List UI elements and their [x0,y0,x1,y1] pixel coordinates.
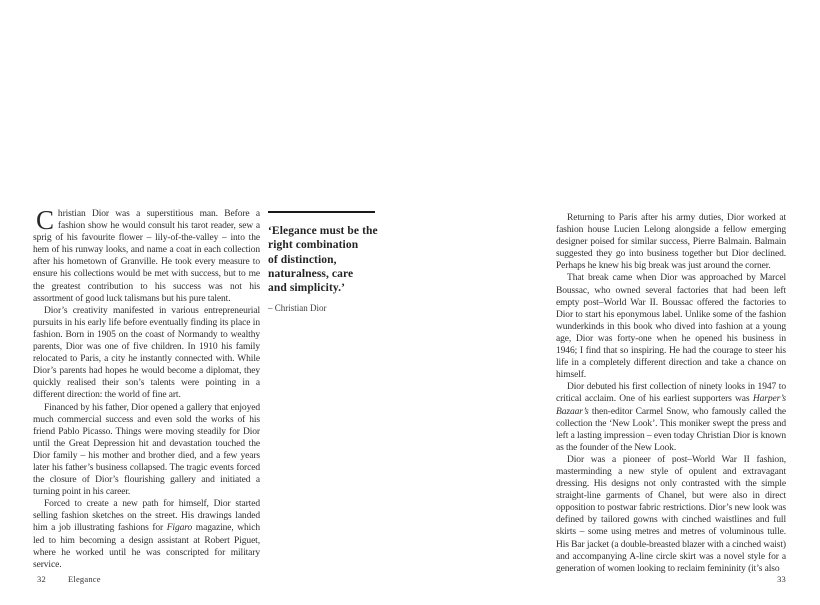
chapter-title: Elegance [68,574,101,584]
pull-quote-line: and simplicity.’ [268,282,346,295]
paragraph [33,305,260,402]
page-number-right: 33 [777,574,786,584]
pull-quote-lines [268,224,380,295]
pull-quote-line: naturalness, care [268,267,354,280]
paragraph [556,212,786,272]
pull-quote [268,211,380,314]
italic-text: Figaro [166,523,193,534]
paragraph [33,205,260,305]
body-text: then-editor Carmel Snow, who famously called the collection the ‘New Look’. This moniker swept the press and left a lasting impression – even today Christian Dior is known as the founder of the New Look. [556,406,786,453]
pull-quote-rule [268,211,375,213]
body-text: Dior’s creativity manifested in various entrepreneurial pursuits in his early life before eventually finding its place in fashion. Born in 1905 on the coast of Normandy to wealthy parents, Dior was one of five children. In 1910 his family relocated to Paris, a city he instantly connected with. While Dior’s parents had hopes he would become a diplomat, they quickly realised their son’s talents were pointing in a different direction: the world of fine art. [33,305,260,401]
italic-text: Harper’s Bazaar’s [556,394,786,417]
pull-quote-attribution: – Christian Dior [268,303,327,314]
page-number-left: 32 [37,574,46,584]
right-page-column [556,212,786,575]
body-text: Returning to Paris after his army duties, Dior worked at fashion house Lucien Lelong alongside a fellow emerging designer poised for similar success, Pierre Balmain. Balmain suggested they go into business together but Dior declined. Perhaps he knew his big break was just around the corner. [556,213,786,272]
pull-quote-line: ‘Elegance must be the [268,225,378,237]
body-text: Dior debuted his first collection of ninety looks in 1947 to critical acclaim. One of his earliest supporters was [556,382,786,405]
paragraph [556,381,786,454]
left-page-column [33,205,260,571]
body-text: hristian Dior was a superstitious man. Before a fashion show he would consult his tarot reader, sew a sprig of his favourite flower – lily-of-the-valley – into the hem of his runway looks, and name a coat in each collection after his hometown of Granville. He took every measure to ensure his collections would be met with success, but to me the greatest contribution to his success was not his assortment of good luck talismans but his pure talent. [33,209,260,304]
pull-quote-line: right combination [268,239,359,252]
paragraph [556,454,786,575]
body-text: Dior was a pioneer of post–World War II fashion, masterminding a new style of opulent and extravagant dressing. His designs not only contrasted with the simple straight-line garments of Chanel, but were also in direct opposition to postwar fabric restrictions. Dior’s new look was defined by tailored gowns with cinched waistlines and full skirts – some using metres and metres of voluminous tulle. His Bar jacket (a double-breasted blazer with a cinched waist) and accompanying A-line circle skirt was a novel style for a generation of women looking to reclaim femininity (it’s also [556,454,786,574]
body-text: That break came when Dior was approached by Marcel Boussac, who owned several factories that had been left empty post–World War II. Boussac offered the factories to Dior to start his eponymous label. Unlike some of the fashion wunderkinds in this book who dived into fashion at a young age, Dior was forty-one when he opened his business in 1946; I find that so inspiring. He had the courage to steer his life in a completely different direction and take a chance on himself. [556,273,786,381]
paragraph [33,402,260,499]
paragraph [33,498,260,571]
body-text: Financed by his father, Dior opened a gallery that enjoyed much commercial success and even sold the works of his friend Pablo Picasso. Things were moving steadily for Dior until the Great Depression hit and devastation touched the Dior family – his mother and brother died, and a few years later his father’s business collapsed. The tragic events forced the closure of Dior’s flourishing gallery and initiated a turning point in his career. [33,402,260,498]
body-text: magazine, which led to him becoming a design assistant at Robert Piguet, where he worked until he was conscripted for military service. [33,523,260,570]
pull-quote-line: of distinction, [268,253,337,266]
paragraph [556,272,786,381]
drop-cap: C [36,205,54,235]
body-text: Forced to create a new path for himself, Dior started selling fashion sketches on the street. His drawings landed him a job illustrating fashions for [33,499,260,534]
